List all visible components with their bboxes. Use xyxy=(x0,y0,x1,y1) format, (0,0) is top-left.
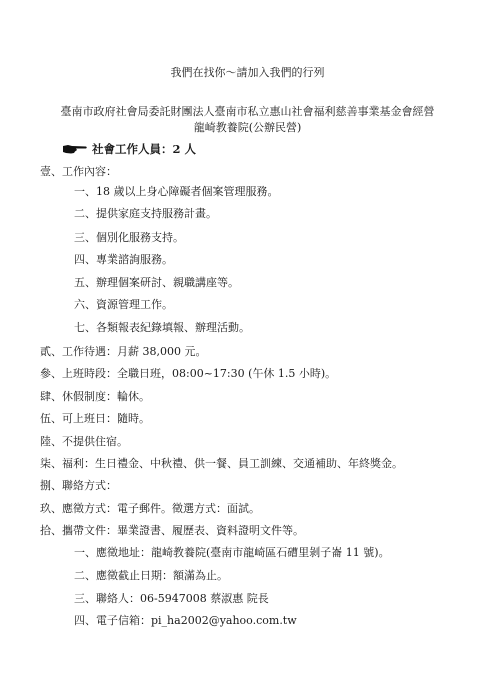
benefits-line: 柒、福利：生日禮金、中秋禮、供一餐、員工訓練、交通補助、年終獎金。 xyxy=(40,457,403,470)
duty-item: 一、18 歲以上身心障礙者個案管理服務。 xyxy=(74,185,279,198)
duty-item: 四、專業諮詢服務。 xyxy=(74,253,173,266)
contact-item: 一、應徵地址：龍崎教養院(臺南市龍崎區石𥕢里剝子崙 11 號)。 xyxy=(74,546,390,559)
organization-line-2: 龍崎教養院(公辦民營) xyxy=(193,121,302,134)
start-date-line: 伍、可上班日：隨時。 xyxy=(40,412,150,425)
position-heading-row xyxy=(62,142,196,156)
duty-item: 七、各類報表紀錄填報、辦理活動。 xyxy=(74,321,250,334)
contact-method-title: 捌、聯絡方式： xyxy=(40,479,117,492)
contact-item: 四、電子信箱：pi_ha2002@yahoo.com.tw xyxy=(74,614,297,627)
organization-line-1: 臺南市政府社會局委託財團法人臺南市私立惠山社會福利慈善事業基金會經營 xyxy=(60,105,435,118)
duty-item: 二、提供家庭支持服務計畫。 xyxy=(74,207,217,220)
hours-line: 參、上班時段：全職日班，08:00~17:30 (午休 1.5 小時)。 xyxy=(40,367,337,380)
page-title: 我們在找你～請加入我們的行列 xyxy=(170,66,325,79)
duties-title: 壹、工作內容： xyxy=(40,165,117,178)
duty-item: 三、個別化服務支持。 xyxy=(74,231,184,244)
duty-item: 六、資源管理工作。 xyxy=(74,298,173,311)
documents-line: 拾、攜帶文件：畢業證書、履歷表、資料證明文件等。 xyxy=(40,524,304,537)
pointing-hand-icon xyxy=(62,143,88,155)
apply-method-line: 玖、應徵方式：電子郵件。徵選方式：面試。 xyxy=(40,502,260,515)
position-heading: 社會工作人員：2 人 xyxy=(92,142,197,156)
contact-item: 二、應徵截止日期：額滿為止。 xyxy=(74,569,228,582)
duty-item: 五、辦理個案研討、親職講座等。 xyxy=(74,276,239,289)
housing-line: 陸、不提供住宿。 xyxy=(40,435,128,448)
salary-line: 貳、工作待遇：月薪 38,000 元。 xyxy=(40,345,207,358)
leave-line: 肆、休假制度：輪休。 xyxy=(40,390,150,403)
contact-item: 三、聯絡人：06-5947008 蔡淑惠 院長 xyxy=(74,592,269,605)
